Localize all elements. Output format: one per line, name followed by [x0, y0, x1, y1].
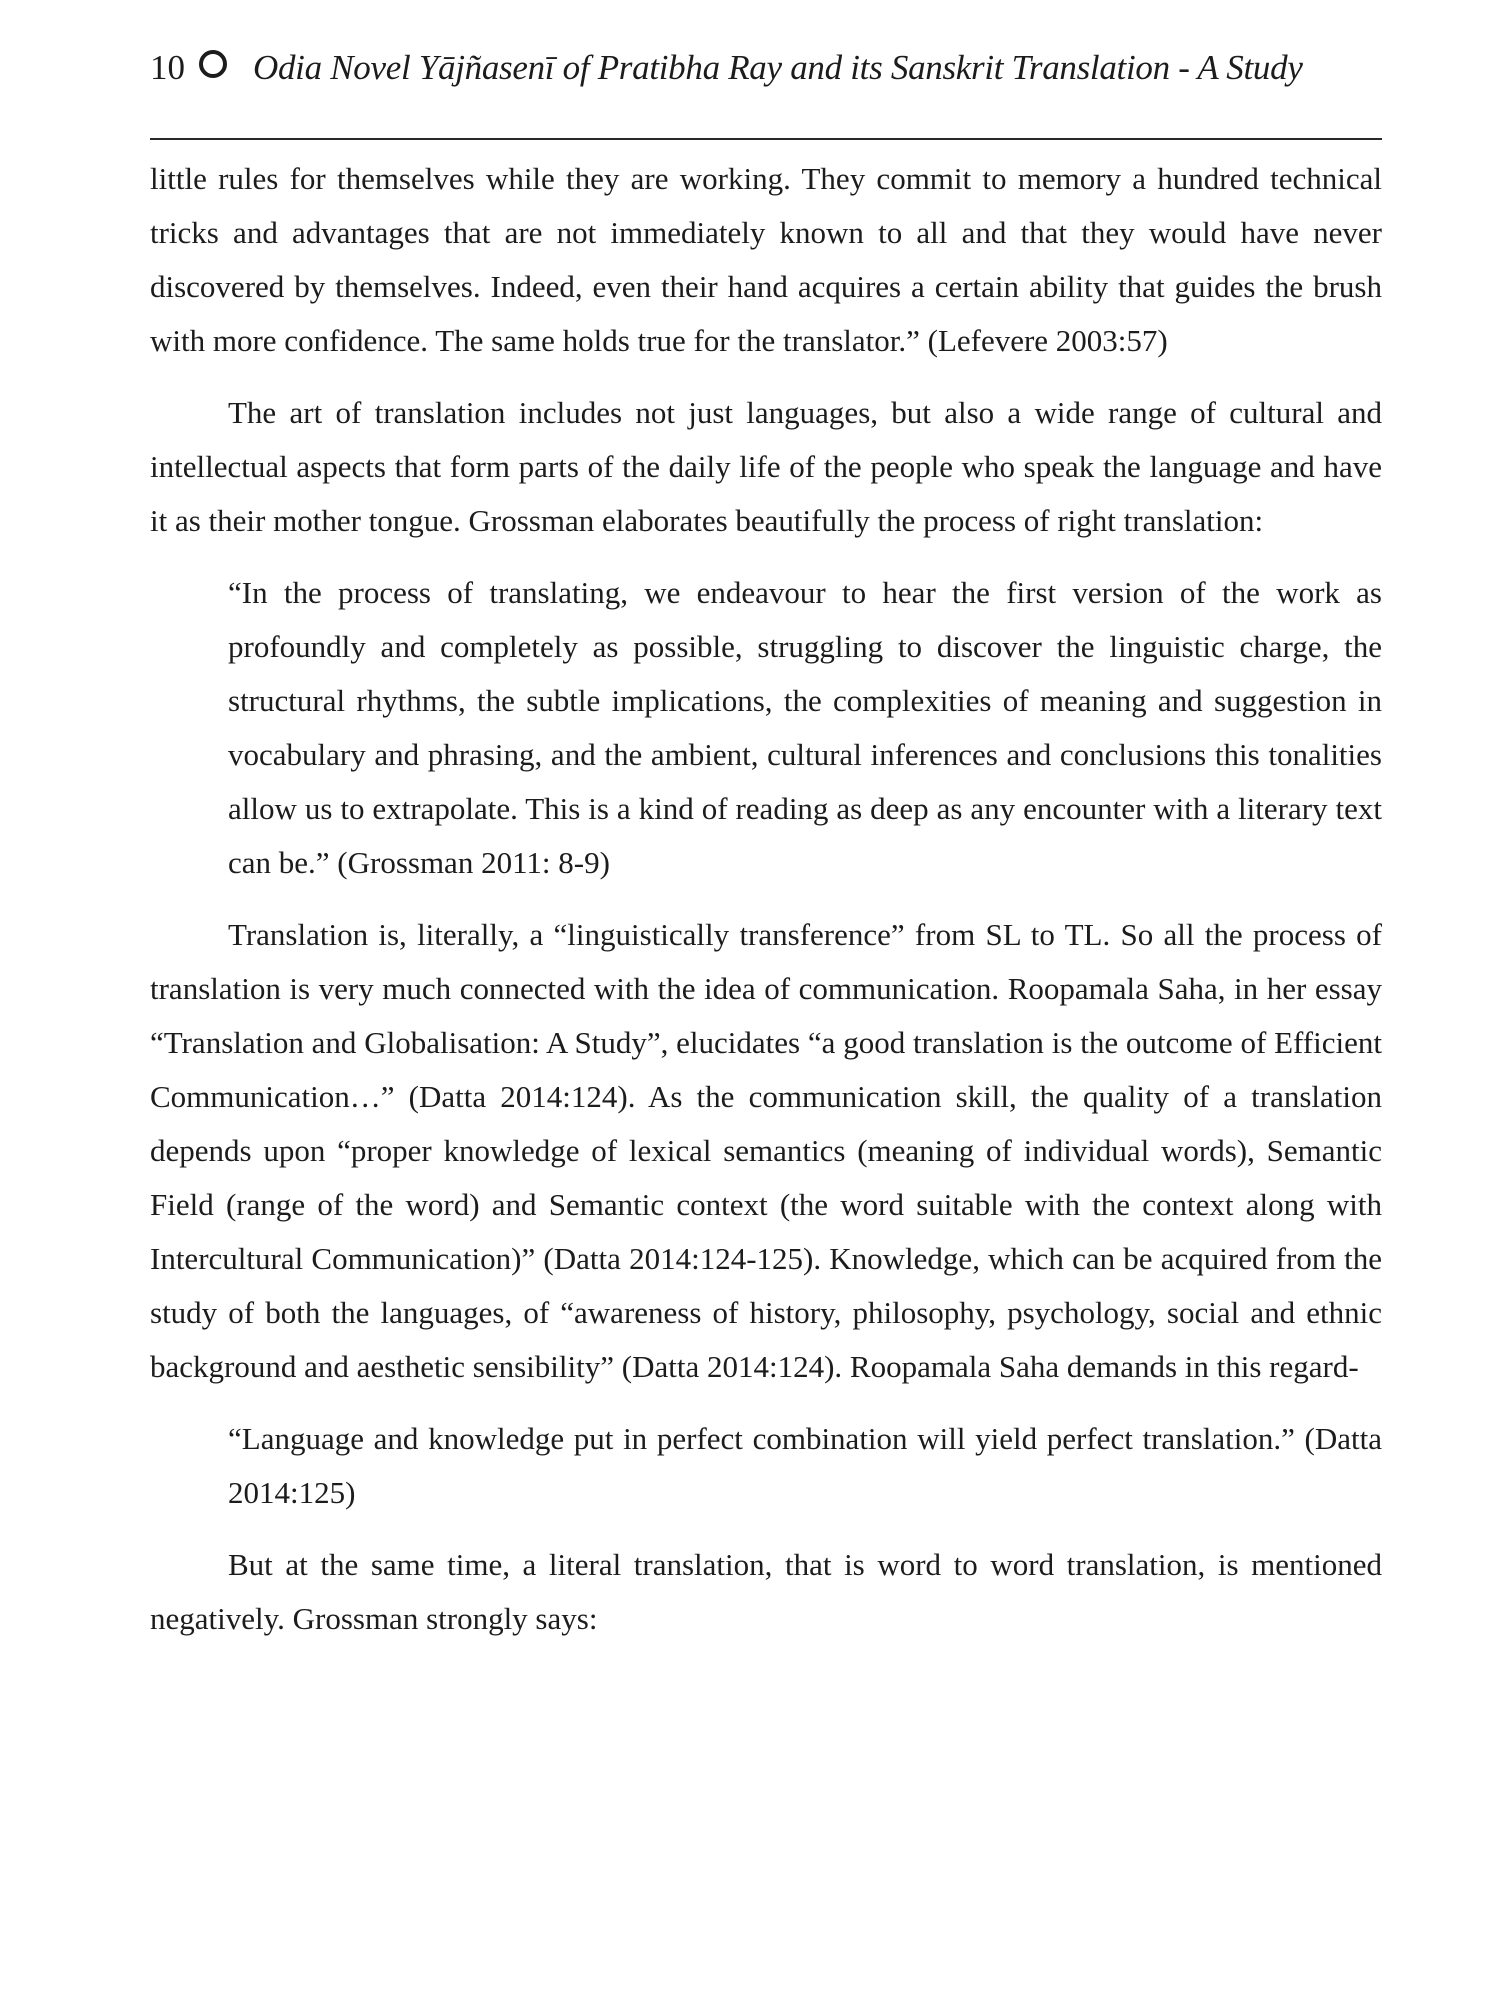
block-quote-grossman: “In the process of translating, we endeavour to hear the first version of the work as profoundly and completely as possible, struggling to discover the linguistic charge, the structural rhythms, the subtle implications, the complexities of meaning and suggestion in vocabulary and phrasing, and the ambient, cultural inferences and conclusions this tonalities allow us to extrapolate. This is a kind of reading as deep as any encounter with a literary text can be.” (Grossman 2011: 8-9) [228, 575, 1382, 880]
running-head [150, 48, 1382, 118]
paragraph-linguistic-transference: Translation is, literally, a “linguistically transference” from SL to TL. So all the process of translation is very much connected with the idea of communication. Roopamala Saha, in her essay “Translation and Globalisation: A Study”, elucidates “a good translation is the outcome of Efficient Communication…” (Datta 2014:124). As the communication skill, the quality of a translation depends upon “proper knowledge of lexical semantics (meaning of individual words), Semantic Field (range of the word) and Semantic context (the word suitable with the context along with Intercultural Communication)” (Datta 2014:124-125). Knowledge, which can be acquired from the study of both the languages, of “awareness of history, philosophy, psychology, social and ethnic background and aesthetic sensibility” (Datta 2014:124). Roopamala Saha demands in this regard- [150, 917, 1382, 1384]
paragraph-art-of-translation: The art of translation includes not just languages, but also a wide range of cultural and intellectual aspects that form parts of the daily life of the people who speak the language and have it as their mother tongue. Grossman elaborates beautifully the process of right translation: [150, 395, 1382, 538]
book-title: Odia Novel Yājñasenī of Pratibha Ray and its Sanskrit Translation - A Study [253, 48, 1303, 87]
body-text [150, 152, 1382, 1646]
block-quote-saha: “Language and knowledge put in perfect combination will yield perfect translation.” (Datta 2014:125) [228, 1421, 1382, 1510]
book-page [150, 48, 1382, 1646]
header-rule [150, 138, 1382, 140]
paragraph-literal-translation: But at the same time, a literal translation, that is word to word translation, is mentioned negatively. Grossman strongly says: [150, 1547, 1382, 1636]
circle-ornament-icon [199, 50, 227, 78]
paragraph-continuation: little rules for themselves while they are working. They commit to memory a hundred technical tricks and advantages that are not immediately known to all and that they would have never discovered by themselves. Indeed, even their hand acquires a certain ability that guides the brush with more confidence. The same holds true for the translator.” (Lefevere 2003:57) [150, 161, 1382, 358]
page-number: 10 [150, 48, 185, 87]
